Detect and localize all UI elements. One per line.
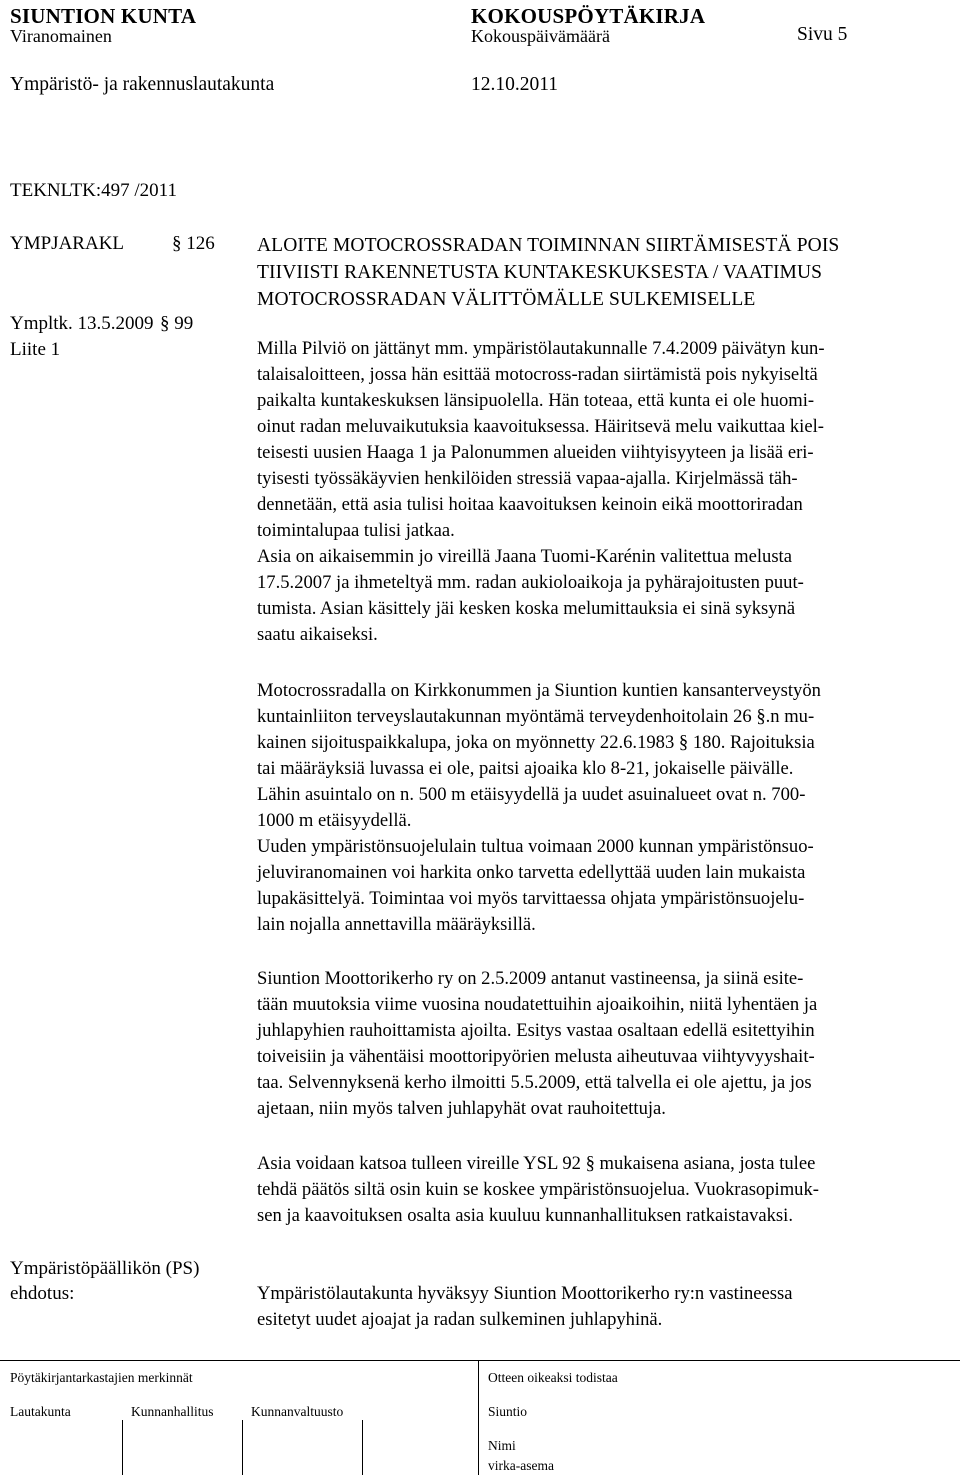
text-line: 17.5.2007 ja ihmeteltyä mm. radan aukioloaikoja ja pyhärajoitusten puut- — [257, 572, 804, 593]
authority-name: Ympäristö- ja rakennuslautakunta — [10, 74, 275, 95]
text-line: ajetaan, niin myös talven juhlapyhät ovat rauhoitettuja. — [257, 1098, 666, 1119]
text-line: tumista. Asian käsittely jäi kesken koska melumittauksia ei sinä syksynä — [257, 598, 796, 619]
section-number: § 126 — [172, 233, 215, 254]
text-line: oinut radan meluvaikutuksia kaavoituksessa. Häiritsevä melu vaikuttaa kiel- — [257, 416, 824, 437]
title-line: MOTOCROSSRADAN VÄLITTÖMÄLLE SULKEMISELLE — [257, 289, 756, 310]
board-label: Lautakunta — [10, 1404, 71, 1419]
attachment-ref: Liite 1 — [10, 339, 61, 360]
text-line: paikalta kuntakeskuksen länsipuolella. Hän toteaa, että kunta ei ole huomi- — [257, 390, 815, 411]
text-line: kuntainliiton terveyslautakunnan myöntämä terveydenhoitolain 26 §.n mu- — [257, 706, 815, 727]
proposer-line: ehdotus: — [10, 1283, 75, 1304]
text-line: toiveisiin ja vähentäisi moottoripyörien melusta aiheutuvaa viihtyvyyshait- — [257, 1046, 815, 1067]
text-line: Milla Pilviö on jättänyt mm. ympäristölautakunnalle 7.4.2009 päivätyn kun- — [257, 338, 825, 359]
text-line: teisesti uusien Haaga 1 ja Palonummen alueiden viihtyisyyteen ja lisää eri- — [257, 442, 814, 463]
text-line: lain nojalla annettavilla määräyksillä. — [257, 914, 536, 935]
document-type: KOKOUSPÖYTÄKIRJA — [471, 4, 706, 28]
meeting-date: 12.10.2011 — [471, 74, 559, 95]
paragraph-legal-basis — [257, 1151, 947, 1229]
proposer-label — [10, 1256, 199, 1306]
exec-board-label: Kunnanhallitus — [131, 1404, 214, 1419]
paragraph-club-response — [257, 966, 947, 1122]
text-line: saatu aikaiseksi. — [257, 624, 378, 645]
paragraph-permit — [257, 678, 947, 938]
municipality-name: SIUNTION KUNTA — [10, 4, 197, 28]
text-line: Lähin asuintalo on n. 500 m etäisyydellä ja uudet asuinalueet ovat n. 700- — [257, 784, 806, 805]
text-line: Ympäristölautakunta hyväksyy Siuntion Moottorikerho ry:n vastineessa — [257, 1283, 793, 1304]
previous-section-number: § 99 — [160, 313, 194, 334]
text-line: tään muutoksia viime vuosina noudatettuihin ajoaikoihin, niitä lyhentäen ja — [257, 994, 818, 1015]
footer-divider — [0, 1360, 960, 1361]
footer-vertical-divider — [478, 1360, 479, 1475]
section-id: YMPJARAKL — [10, 233, 125, 254]
text-line: Asia on aikaisemmin jo vireillä Jaana Tuomi-Karénin valitettua melusta — [257, 546, 792, 567]
text-line: toimintalupaa tulisi jatkaa. — [257, 520, 455, 541]
text-line: tyisesti työssäkäyvien henkilöiden stressiä vapaa-ajalla. Kirjelmässä täh- — [257, 468, 798, 489]
text-line: dennetään, että asia tulisi hoitaa kaavoituksen keinoin eikä moottoriradan — [257, 494, 803, 515]
council-label: Kunnanvaltuusto — [251, 1404, 344, 1419]
text-line: tai määräyksiä luvassa ei ole, paitsi ajoaika klo 8-21, jokaiselle päivälle. — [257, 758, 794, 779]
text-line: talaisaloitteen, jossa hän esittää motocross-radan siirtämistä pois nykyiseltä — [257, 364, 818, 385]
text-line: Motocrossradalla on Kirkkonummen ja Siuntion kuntien kansanterveystyön — [257, 680, 821, 701]
proposer-line: Ympäristöpäällikön (PS) — [10, 1258, 200, 1279]
text-line: esitetyt uudet ajoajat ja radan sulkeminen juhlapyhinä. — [257, 1309, 663, 1330]
title-label: virka-asema — [488, 1458, 554, 1473]
title-line: ALOITE MOTOCROSSRADAN TOIMINNAN SIIRTÄMISESTÄ POIS — [257, 235, 840, 256]
text-line: sen ja kaavoituksen osalta asia kuuluu kunnanhallituksen ratkaistavaksi. — [257, 1205, 793, 1226]
text-line: lupakäsittelyä. Toimintaa voi myös tarvittaessa ohjata ympäristönsuojelu- — [257, 888, 805, 909]
place-label: Siuntio — [488, 1404, 528, 1419]
text-line: Uuden ympäristönsuojelulain tultua voimaan 2000 kunnan ympäristönsuo- — [257, 836, 814, 857]
footer-divider-1 — [122, 1420, 123, 1475]
text-line: taa. Selvennyksenä kerho ilmoitti 5.5.2009, että talvella ei ole ajettu, ja jos — [257, 1072, 812, 1093]
paragraph-initiative — [257, 336, 947, 648]
previous-meeting-ref: Ympltk. 13.5.2009 — [10, 313, 154, 334]
footer-divider-3 — [362, 1420, 363, 1475]
case-title — [257, 232, 839, 313]
name-label: Nimi — [488, 1438, 516, 1453]
case-reference: TEKNLTK:497 /2011 — [10, 180, 177, 201]
title-line: TIIVIISTI RAKENNETUSTA KUNTAKESKUKSESTA / VAATIMUS — [257, 262, 823, 283]
text-line: Siuntion Moottorikerho ry on 2.5.2009 antanut vastineensa, ja siinä esite- — [257, 968, 804, 989]
paragraph-proposal — [257, 1281, 947, 1333]
text-line: Asia voidaan katsoa tulleen vireille YSL 92 § mukaisena asiana, josta tulee — [257, 1153, 816, 1174]
text-line: jeluviranomainen voi harkita onko tarvetta edellyttää uuden lain mukaista — [257, 862, 806, 883]
footer-divider-2 — [242, 1420, 243, 1475]
page-number: Sivu 5 — [797, 24, 848, 45]
text-line: kainen sijoituspaikkalupa, joka on myönnetty 22.6.1983 § 180. Rajoituksia — [257, 732, 815, 753]
text-line: tehdä päätös siltä osin kuin se koskee ympäristönsuojelua. Vuokrasopimuk- — [257, 1179, 819, 1200]
text-line: juhlapyhien rauhoittamista ajoilta. Esitys vastaa osaltaan edellä esitettyihin — [257, 1020, 815, 1041]
text-line: 1000 m etäisyydellä. — [257, 810, 412, 831]
authority-label: Viranomainen — [10, 26, 112, 46]
meeting-date-label: Kokouspäivämäärä — [471, 26, 610, 46]
reviewers-label: Pöytäkirjantarkastajien merkinnät — [10, 1370, 193, 1385]
certified-label: Otteen oikeaksi todistaa — [488, 1370, 618, 1385]
